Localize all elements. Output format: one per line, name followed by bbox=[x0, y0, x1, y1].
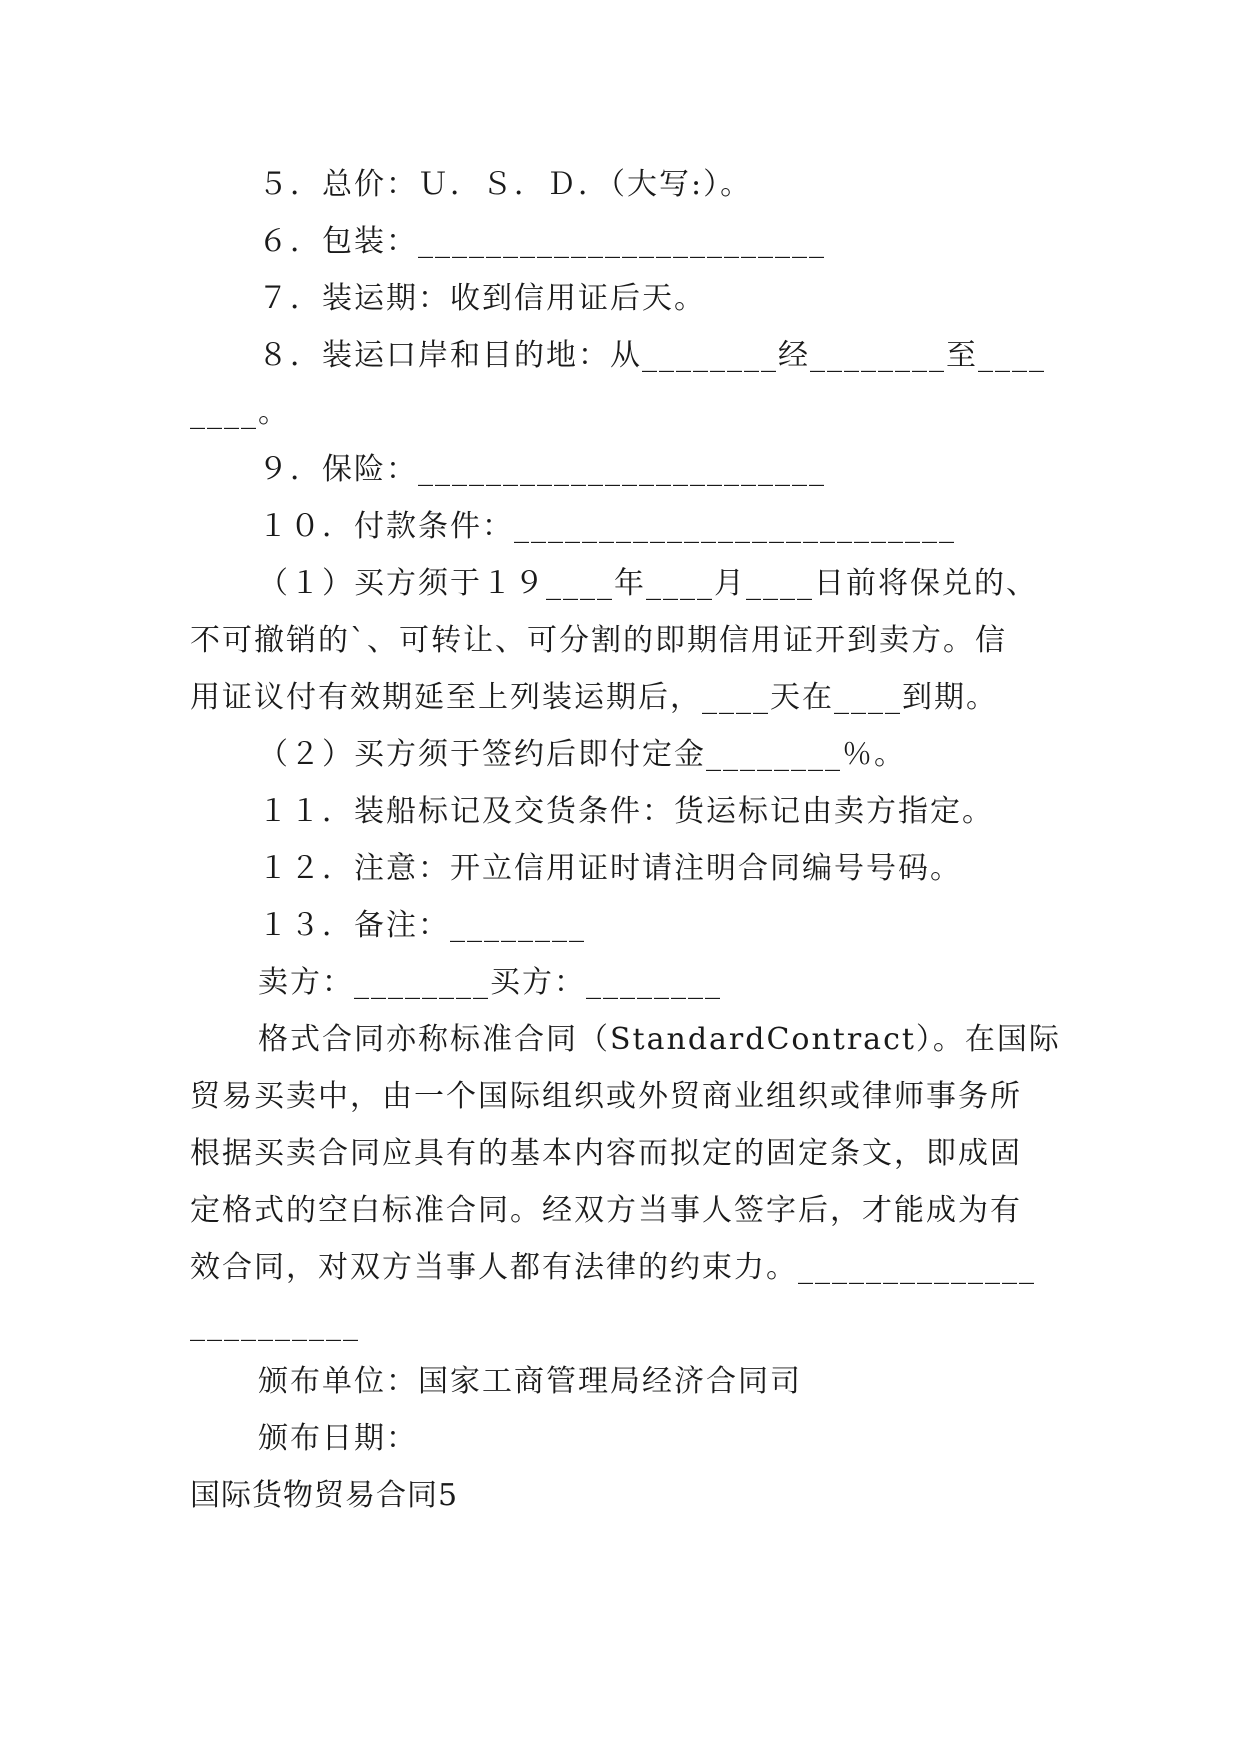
clause-10-2-deposit: （２）买方须于签约后即付定金________％。 bbox=[258, 737, 906, 772]
clause-13-remarks: １３．备注：________ bbox=[258, 908, 586, 943]
paragraph-line-1: 格式合同亦称标准合同（StandardContract）。在国际 bbox=[258, 1022, 1061, 1057]
issue-date: 颁布日期： bbox=[258, 1421, 418, 1456]
next-section-title: 国际货物贸易合同5 bbox=[190, 1478, 459, 1513]
paragraph-line-6: __________ bbox=[190, 1307, 360, 1342]
paragraph-line-4: 定格式的空白标准合同。经双方当事人签字后，才能成为有 bbox=[190, 1193, 1022, 1228]
paragraph-line-2: 贸易买卖中，由一个国际组织或外贸商业组织或律师事务所 bbox=[190, 1079, 1022, 1114]
clause-12-note: １２．注意：开立信用证时请注明合同编号号码。 bbox=[258, 851, 962, 886]
clause-7-shipment-period: ７．装运期：收到信用证后天。 bbox=[258, 281, 706, 316]
signature-line: 卖方：________买方：________ bbox=[258, 965, 722, 1000]
clause-9-insurance: ９．保险：________________________ bbox=[258, 452, 826, 487]
clause-5-total-price: ５．总价：Ｕ．Ｓ．Ｄ．（大写:）。 bbox=[258, 167, 753, 202]
clause-10-payment-terms: １０．付款条件：__________________________ bbox=[258, 509, 956, 544]
clause-11-marks: １１．装船标记及交货条件：货运标记由卖方指定。 bbox=[258, 794, 994, 829]
issuing-authority: 颁布单位：国家工商管理局经济合同司 bbox=[258, 1364, 802, 1399]
paragraph-line-3: 根据买卖合同应具有的基本内容而拟定的固定条文，即成固 bbox=[190, 1136, 1022, 1171]
clause-10-1-line-3: 用证议付有效期延至上列装运期后，____天在____到期。 bbox=[190, 680, 998, 715]
clause-8-ports: ８．装运口岸和目的地：从________经________至____ bbox=[258, 338, 1046, 373]
paragraph-line-5: 效合同，对双方当事人都有法律的约束力。______________ bbox=[190, 1250, 1036, 1285]
clause-8-ports-continued: ____。 bbox=[190, 395, 290, 430]
clause-10-1-line-2: 不可撤销的`、可转让、可分割的即期信用证开到卖方。信 bbox=[190, 623, 1007, 658]
clause-10-1-line-1: （１）买方须于１９____年____月____日前将保兑的、 bbox=[258, 566, 1038, 601]
clause-6-packing: ６．包装：________________________ bbox=[258, 224, 826, 259]
